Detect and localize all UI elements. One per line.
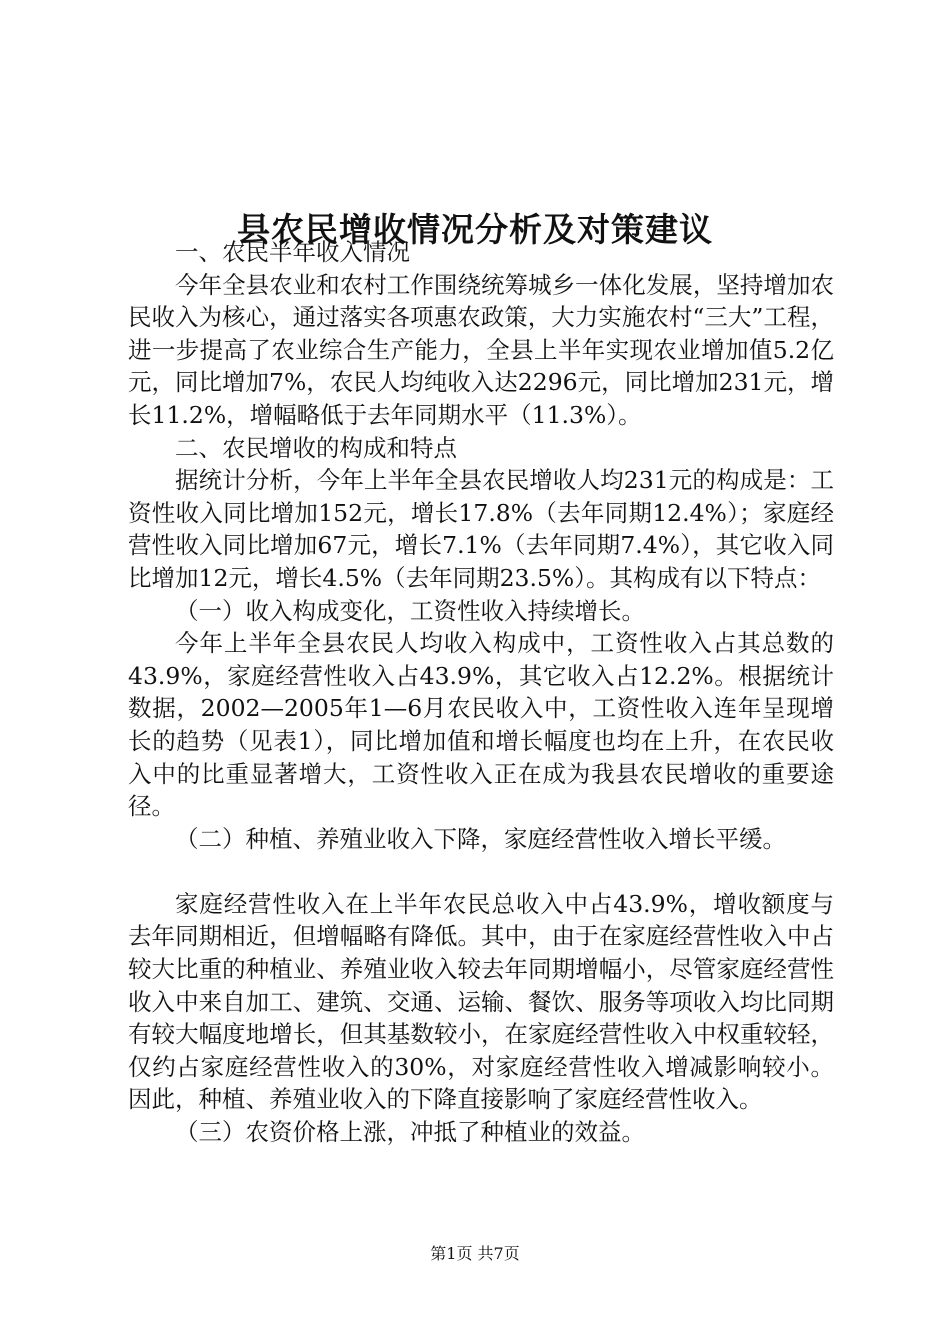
body-paragraph-1: 今年全县农业和农村工作围绕统筹城乡一体化发展，坚持增加农民收入为核心，通过落实各项惠农政策，大力实施农村“三大”工程，进一步提高了农业综合生产能力，全县上半年实现农业增加值5.2亿元，同比增加7%，农民人均纯收入达2296元，同比增加231元，增长11.2%，增幅略低于去年同期水平（11.3%）。	[128, 270, 834, 429]
page-title: 县农民增收情况分析及对策建议	[237, 210, 713, 250]
section-heading-2: 二、农民增收的构成和特点	[175, 433, 457, 462]
body-paragraph-2: 据统计分析，今年上半年全县农民增收人均231元的构成是：工资性收入同比增加152元，增长17.8%（去年同期12.4%）；家庭经营性收入同比增加67元，增长7.1%（去年同期7.4%），其它收入同比增加12元，增长4.5%（去年同期23.5%）。其构成有以下特点：	[128, 466, 834, 592]
subsection-heading-1: （一）收入构成变化，工资性收入持续增长。	[175, 596, 645, 625]
subsection-heading-2: （二）种植、养殖业收入下降，家庭经营性收入增长平缓。	[175, 824, 786, 853]
subsection-heading-3: （三）农资价格上涨，冲抵了种植业的效益。	[175, 1118, 645, 1147]
body-paragraph-4: 家庭经营性收入在上半年农民总收入中占43.9%，增收额度与去年同期相近，但增幅略有降低。其中，由于在家庭经营性收入中占较大比重的种植业、养殖业收入较去年同期增幅小，尽管家庭经营性收入中来自加工、建筑、交通、运输、餐饮、服务等项收入均比同期有较大幅度地增长，但其基数较小，在家庭经营性收入中权重较轻，仅约占家庭经营性收入的30%，对家庭经营性收入增减影响较小。因此，种植、养殖业收入的下降直接影响了家庭经营性收入。	[128, 889, 834, 1114]
paragraph-spacer	[128, 855, 834, 888]
body-paragraph-3: 今年上半年全县农民人均收入构成中，工资性收入占其总数的43.9%，家庭经营性收入占43.9%，其它收入占12.2%。根据统计数据，2002—2005年1—6月农民收入中，工资性收入连年呈现增长的趋势（见表1），同比增加值和增长幅度也均在上升，在农民收入中的比重显著增大，工资性收入正在成为我县农民增收的重要途径。	[128, 629, 834, 821]
page-footer: 第1页 共7页	[430, 1244, 520, 1263]
document-body	[128, 236, 834, 1149]
section-heading-1: 一、农民半年收入情况	[175, 238, 410, 266]
